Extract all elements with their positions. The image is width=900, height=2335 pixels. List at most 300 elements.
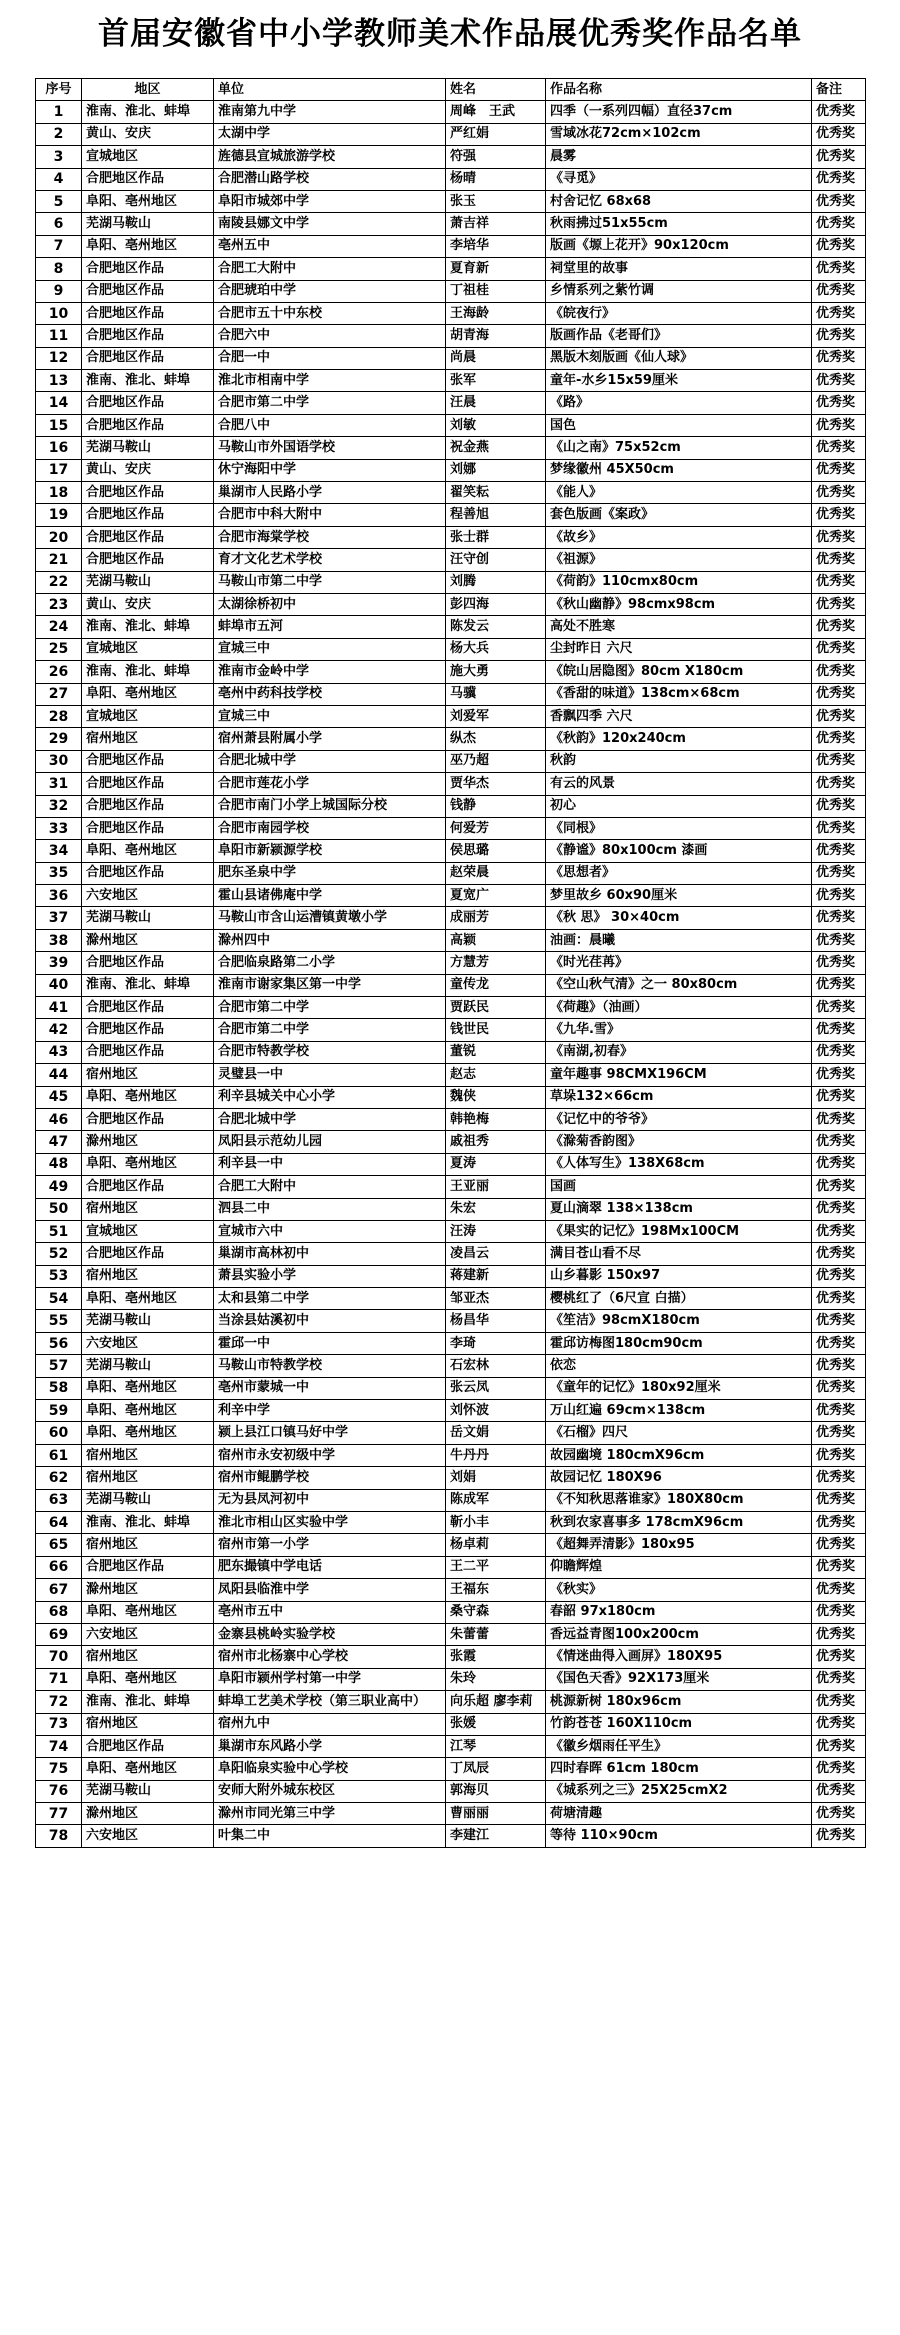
row-note: 优秀奖 (812, 929, 866, 951)
table-row (36, 1646, 866, 1668)
row-work: 《记忆中的爷爷》 (546, 1108, 812, 1130)
row-unit: 肥东圣泉中学 (214, 862, 446, 884)
row-name: 钱世民 (446, 1019, 546, 1041)
table-row (36, 1332, 866, 1354)
row-unit: 南陵县娜文中学 (214, 213, 446, 235)
row-index: 39 (36, 952, 82, 974)
row-index: 26 (36, 661, 82, 683)
row-work: 黑版木刻版画《仙人球》 (546, 347, 812, 369)
row-unit: 当涂县姑溪初中 (214, 1310, 446, 1332)
row-index: 69 (36, 1623, 82, 1645)
row-note: 优秀奖 (812, 1803, 866, 1825)
row-unit: 宿州市北杨寨中心学校 (214, 1646, 446, 1668)
row-unit: 叶集二中 (214, 1825, 446, 1847)
table-row (36, 302, 866, 324)
row-index: 41 (36, 997, 82, 1019)
table-row (36, 123, 866, 145)
row-name: 胡青海 (446, 325, 546, 347)
row-index: 45 (36, 1086, 82, 1108)
row-work: 《路》 (546, 392, 812, 414)
row-work: 《果实的记忆》198Mx100CM (546, 1220, 812, 1242)
row-name: 赵志 (446, 1064, 546, 1086)
row-unit: 宣城三中 (214, 638, 446, 660)
row-name: 凌昌云 (446, 1243, 546, 1265)
row-index: 2 (36, 123, 82, 145)
row-unit: 利辛县一中 (214, 1153, 446, 1175)
row-note: 优秀奖 (812, 235, 866, 257)
row-note: 优秀奖 (812, 213, 866, 235)
row-region: 滁州地区 (82, 1803, 214, 1825)
row-region: 合肥地区作品 (82, 414, 214, 436)
row-note: 优秀奖 (812, 1601, 866, 1623)
row-region: 阜阳、亳州地区 (82, 1153, 214, 1175)
row-unit: 宿州市永安初级中学 (214, 1444, 446, 1466)
row-region: 宣城地区 (82, 705, 214, 727)
row-work: 满目苍山看不尽 (546, 1243, 812, 1265)
table-row (36, 168, 866, 190)
row-note: 优秀奖 (812, 1579, 866, 1601)
row-unit: 育才文化艺术学校 (214, 549, 446, 571)
row-name: 钱静 (446, 795, 546, 817)
row-work: 万山红遍 69cm×138cm (546, 1400, 812, 1422)
table-row (36, 235, 866, 257)
row-note: 优秀奖 (812, 1288, 866, 1310)
row-index: 20 (36, 526, 82, 548)
row-work: 晨雾 (546, 146, 812, 168)
row-name: 曹丽丽 (446, 1803, 546, 1825)
row-name: 杨卓莉 (446, 1534, 546, 1556)
row-index: 4 (36, 168, 82, 190)
row-region: 淮南、淮北、蚌埠 (82, 616, 214, 638)
row-note: 优秀奖 (812, 1825, 866, 1847)
row-unit: 阜阳市颍州学村第一中学 (214, 1668, 446, 1690)
row-index: 12 (36, 347, 82, 369)
row-unit: 萧县实验小学 (214, 1265, 446, 1287)
row-name: 向乐超 廖李莉 (446, 1691, 546, 1713)
row-unit: 合肥六中 (214, 325, 446, 347)
row-index: 72 (36, 1691, 82, 1713)
row-work: 《徽乡烟雨任平生》 (546, 1735, 812, 1757)
row-index: 53 (36, 1265, 82, 1287)
row-unit: 合肥市莲花小学 (214, 773, 446, 795)
row-index: 7 (36, 235, 82, 257)
table-row (36, 862, 866, 884)
row-note: 优秀奖 (812, 728, 866, 750)
row-name: 纵杰 (446, 728, 546, 750)
row-name: 童传龙 (446, 974, 546, 996)
row-unit: 马鞍山市特教学校 (214, 1355, 446, 1377)
row-note: 优秀奖 (812, 638, 866, 660)
row-name: 刘爱军 (446, 705, 546, 727)
row-unit: 宣城市六中 (214, 1220, 446, 1242)
table-header-row (36, 79, 866, 101)
row-work: 《故乡》 (546, 526, 812, 548)
row-index: 33 (36, 817, 82, 839)
table-row (36, 997, 866, 1019)
table-row (36, 1691, 866, 1713)
row-note: 优秀奖 (812, 1400, 866, 1422)
row-region: 合肥地区作品 (82, 168, 214, 190)
row-region: 黄山、安庆 (82, 459, 214, 481)
row-unit: 宿州萧县附属小学 (214, 728, 446, 750)
row-index: 35 (36, 862, 82, 884)
row-index: 22 (36, 571, 82, 593)
row-region: 合肥地区作品 (82, 1735, 214, 1757)
row-unit: 宿州市鲲鹏学校 (214, 1467, 446, 1489)
row-name: 岳文娟 (446, 1422, 546, 1444)
row-note: 优秀奖 (812, 1556, 866, 1578)
row-index: 27 (36, 683, 82, 705)
row-name: 李培华 (446, 235, 546, 257)
row-index: 13 (36, 370, 82, 392)
row-region: 芜湖马鞍山 (82, 1780, 214, 1802)
table-row (36, 459, 866, 481)
row-region: 合肥地区作品 (82, 526, 214, 548)
row-name: 董锐 (446, 1041, 546, 1063)
row-unit: 滁州市同光第三中学 (214, 1803, 446, 1825)
row-index: 44 (36, 1064, 82, 1086)
table-row (36, 795, 866, 817)
row-note: 优秀奖 (812, 1265, 866, 1287)
row-note: 优秀奖 (812, 414, 866, 436)
row-note: 优秀奖 (812, 593, 866, 615)
row-index: 75 (36, 1758, 82, 1780)
row-work: 《思想者》 (546, 862, 812, 884)
row-region: 宿州地区 (82, 1534, 214, 1556)
table-row (36, 817, 866, 839)
row-note: 优秀奖 (812, 1377, 866, 1399)
row-region: 宿州地区 (82, 1265, 214, 1287)
table-row (36, 929, 866, 951)
row-index: 68 (36, 1601, 82, 1623)
table-row (36, 1310, 866, 1332)
row-index: 6 (36, 213, 82, 235)
row-note: 优秀奖 (812, 683, 866, 705)
row-work: 祠堂里的故事 (546, 258, 812, 280)
row-region: 芜湖马鞍山 (82, 907, 214, 929)
row-region: 阜阳、亳州地区 (82, 1377, 214, 1399)
row-note: 优秀奖 (812, 840, 866, 862)
row-region: 阜阳、亳州地区 (82, 190, 214, 212)
row-unit: 宿州九中 (214, 1713, 446, 1735)
row-region: 合肥地区作品 (82, 1019, 214, 1041)
row-note: 优秀奖 (812, 1086, 866, 1108)
row-index: 25 (36, 638, 82, 660)
row-name: 王海龄 (446, 302, 546, 324)
row-region: 芜湖马鞍山 (82, 213, 214, 235)
row-unit: 滁州四中 (214, 929, 446, 951)
row-unit: 肥东撮镇中学电话 (214, 1556, 446, 1578)
table-row (36, 370, 866, 392)
row-region: 六安地区 (82, 1623, 214, 1645)
table-row (36, 616, 866, 638)
row-work: 《秋山幽静》98cmx98cm (546, 593, 812, 615)
row-name: 彭四海 (446, 593, 546, 615)
row-unit: 合肥市南门小学上城国际分校 (214, 795, 446, 817)
row-unit: 利辛中学 (214, 1400, 446, 1422)
row-unit: 合肥市第二中学 (214, 392, 446, 414)
table-row (36, 1153, 866, 1175)
table-row (36, 146, 866, 168)
row-unit: 旌德县宣城旅游学校 (214, 146, 446, 168)
row-note: 优秀奖 (812, 1332, 866, 1354)
row-name: 翟笑耘 (446, 482, 546, 504)
row-work: 依恋 (546, 1355, 812, 1377)
row-index: 8 (36, 258, 82, 280)
row-name: 王二平 (446, 1556, 546, 1578)
row-region: 合肥地区作品 (82, 258, 214, 280)
row-region: 阜阳、亳州地区 (82, 1422, 214, 1444)
row-name: 施大勇 (446, 661, 546, 683)
table-row (36, 1556, 866, 1578)
table-row (36, 952, 866, 974)
row-region: 淮南、淮北、蚌埠 (82, 1512, 214, 1534)
row-work: 尘封昨日 六尺 (546, 638, 812, 660)
row-note: 优秀奖 (812, 750, 866, 772)
table-row (36, 593, 866, 615)
row-name: 贾华杰 (446, 773, 546, 795)
row-region: 宿州地区 (82, 728, 214, 750)
row-work: 《山之南》75x52cm (546, 437, 812, 459)
row-work: 《秋实》 (546, 1579, 812, 1601)
row-note: 优秀奖 (812, 146, 866, 168)
row-unit: 合肥市第二中学 (214, 1019, 446, 1041)
table-row (36, 1735, 866, 1757)
row-name: 尚晨 (446, 347, 546, 369)
row-unit: 合肥工大附中 (214, 1176, 446, 1198)
table-row (36, 1534, 866, 1556)
row-region: 阜阳、亳州地区 (82, 1288, 214, 1310)
row-region: 芜湖马鞍山 (82, 1310, 214, 1332)
row-work: 《童年的记忆》180x92厘米 (546, 1377, 812, 1399)
row-region: 合肥地区作品 (82, 1108, 214, 1130)
row-name: 夏涛 (446, 1153, 546, 1175)
table-row (36, 526, 866, 548)
row-note: 优秀奖 (812, 571, 866, 593)
row-work: 故园记忆 180X96 (546, 1467, 812, 1489)
row-work: 《能人》 (546, 482, 812, 504)
row-unit: 无为县凤河初中 (214, 1489, 446, 1511)
header-index: 序号 (36, 79, 82, 101)
table-row (36, 1041, 866, 1063)
header-unit: 单位 (214, 79, 446, 101)
row-note: 优秀奖 (812, 1176, 866, 1198)
table-row (36, 974, 866, 996)
row-name: 刘娟 (446, 1467, 546, 1489)
row-region: 合肥地区作品 (82, 795, 214, 817)
row-unit: 亳州中药科技学校 (214, 683, 446, 705)
row-name: 邹亚杰 (446, 1288, 546, 1310)
table-row (36, 437, 866, 459)
table-row (36, 1131, 866, 1153)
table-row (36, 1579, 866, 1601)
table-row (36, 750, 866, 772)
row-region: 阜阳、亳州地区 (82, 1086, 214, 1108)
table-row (36, 1512, 866, 1534)
row-index: 62 (36, 1467, 82, 1489)
row-unit: 亳州五中 (214, 235, 446, 257)
row-region: 合肥地区作品 (82, 504, 214, 526)
row-work: 《城系列之三》25X25cmX2 (546, 1780, 812, 1802)
row-unit: 亳州市五中 (214, 1601, 446, 1623)
row-note: 优秀奖 (812, 1444, 866, 1466)
table-row (36, 1780, 866, 1802)
row-index: 47 (36, 1131, 82, 1153)
row-index: 34 (36, 840, 82, 862)
row-work: 《滁菊香韵图》 (546, 1131, 812, 1153)
row-unit: 淮南市谢家集区第一中学 (214, 974, 446, 996)
row-unit: 霍山县诸佛庵中学 (214, 885, 446, 907)
table-row (36, 213, 866, 235)
row-region: 六安地区 (82, 885, 214, 907)
row-unit: 合肥市南园学校 (214, 817, 446, 839)
row-note: 优秀奖 (812, 1108, 866, 1130)
row-name: 方慧芳 (446, 952, 546, 974)
table-row (36, 773, 866, 795)
row-note: 优秀奖 (812, 437, 866, 459)
row-unit: 淮南市金岭中学 (214, 661, 446, 683)
row-unit: 淮北市相南中学 (214, 370, 446, 392)
row-work: 《国色天香》92X173厘米 (546, 1668, 812, 1690)
row-index: 61 (36, 1444, 82, 1466)
row-region: 淮南、淮北、蚌埠 (82, 101, 214, 123)
table-row (36, 190, 866, 212)
row-unit: 巢湖市东风路小学 (214, 1735, 446, 1757)
row-name: 何爱芳 (446, 817, 546, 839)
row-unit: 合肥市中科大附中 (214, 504, 446, 526)
row-note: 优秀奖 (812, 549, 866, 571)
row-note: 优秀奖 (812, 459, 866, 481)
row-note: 优秀奖 (812, 302, 866, 324)
row-index: 17 (36, 459, 82, 481)
row-note: 优秀奖 (812, 1512, 866, 1534)
row-work: 《秋 思》 30×40cm (546, 907, 812, 929)
row-work: 《时光荏苒》 (546, 952, 812, 974)
row-work: 梦里故乡 60x90厘米 (546, 885, 812, 907)
row-region: 合肥地区作品 (82, 482, 214, 504)
row-region: 合肥地区作品 (82, 1176, 214, 1198)
table-row (36, 549, 866, 571)
row-note: 优秀奖 (812, 526, 866, 548)
row-index: 52 (36, 1243, 82, 1265)
table-body (36, 101, 866, 1847)
row-index: 9 (36, 280, 82, 302)
row-region: 合肥地区作品 (82, 817, 214, 839)
table-row (36, 1400, 866, 1422)
row-note: 优秀奖 (812, 168, 866, 190)
row-work: 《寻觅》 (546, 168, 812, 190)
row-work: 国色 (546, 414, 812, 436)
row-name: 祝金燕 (446, 437, 546, 459)
row-work: 秋到农家喜事多 178cmX96cm (546, 1512, 812, 1534)
row-name: 杨大兵 (446, 638, 546, 660)
row-name: 戚祖秀 (446, 1131, 546, 1153)
row-index: 48 (36, 1153, 82, 1175)
row-note: 优秀奖 (812, 997, 866, 1019)
row-region: 宣城地区 (82, 146, 214, 168)
row-work: 乡情系列之紫竹调 (546, 280, 812, 302)
row-index: 77 (36, 1803, 82, 1825)
row-note: 优秀奖 (812, 1713, 866, 1735)
row-region: 合肥地区作品 (82, 280, 214, 302)
row-work: 桃源新树 180x96cm (546, 1691, 812, 1713)
row-name: 丁祖桂 (446, 280, 546, 302)
row-unit: 金寨县桃岭实验学校 (214, 1623, 446, 1645)
row-name: 马骥 (446, 683, 546, 705)
row-index: 36 (36, 885, 82, 907)
table-row (36, 728, 866, 750)
row-unit: 太湖徐桥初中 (214, 593, 446, 615)
row-unit: 泗县二中 (214, 1198, 446, 1220)
row-unit: 亳州市蒙城一中 (214, 1377, 446, 1399)
row-region: 合肥地区作品 (82, 1041, 214, 1063)
row-index: 5 (36, 190, 82, 212)
row-work: 香飘四季 六尺 (546, 705, 812, 727)
table-row (36, 638, 866, 660)
row-work: 故园幽境 180cmX96cm (546, 1444, 812, 1466)
row-work: 童年-水乡15x59厘米 (546, 370, 812, 392)
row-index: 32 (36, 795, 82, 817)
row-note: 优秀奖 (812, 1422, 866, 1444)
row-unit: 太和县第二中学 (214, 1288, 446, 1310)
row-index: 64 (36, 1512, 82, 1534)
row-work: 村舍记忆 68x68 (546, 190, 812, 212)
row-note: 优秀奖 (812, 190, 866, 212)
row-work: 《荷趣》（油画） (546, 997, 812, 1019)
row-unit: 合肥市特教学校 (214, 1041, 446, 1063)
row-region: 宿州地区 (82, 1646, 214, 1668)
row-unit: 合肥八中 (214, 414, 446, 436)
row-note: 优秀奖 (812, 1019, 866, 1041)
row-work: 《不知秋思落谁家》180X80cm (546, 1489, 812, 1511)
row-note: 优秀奖 (812, 1310, 866, 1332)
row-note: 优秀奖 (812, 1198, 866, 1220)
row-region: 合肥地区作品 (82, 392, 214, 414)
row-note: 优秀奖 (812, 123, 866, 145)
table-row (36, 101, 866, 123)
row-note: 优秀奖 (812, 661, 866, 683)
header-name: 姓名 (446, 79, 546, 101)
row-region: 阜阳、亳州地区 (82, 683, 214, 705)
table-row (36, 1422, 866, 1444)
row-note: 优秀奖 (812, 907, 866, 929)
row-name: 朱蕾蕾 (446, 1623, 546, 1645)
row-region: 淮南、淮北、蚌埠 (82, 974, 214, 996)
row-index: 78 (36, 1825, 82, 1847)
row-index: 19 (36, 504, 82, 526)
row-region: 阜阳、亳州地区 (82, 1400, 214, 1422)
row-work: 荷塘清趣 (546, 1803, 812, 1825)
row-name: 巫乃超 (446, 750, 546, 772)
row-region: 阜阳、亳州地区 (82, 1601, 214, 1623)
table-row (36, 1086, 866, 1108)
row-name: 夏宽广 (446, 885, 546, 907)
table-row (36, 1601, 866, 1623)
row-name: 牛丹丹 (446, 1444, 546, 1466)
row-region: 合肥地区作品 (82, 862, 214, 884)
row-index: 3 (36, 146, 82, 168)
row-region: 阜阳、亳州地区 (82, 1668, 214, 1690)
row-index: 70 (36, 1646, 82, 1668)
row-unit: 凤阳县临淮中学 (214, 1579, 446, 1601)
row-note: 优秀奖 (812, 885, 866, 907)
table-row (36, 1668, 866, 1690)
row-unit: 合肥北城中学 (214, 1108, 446, 1130)
row-region: 阜阳、亳州地区 (82, 1758, 214, 1780)
row-note: 优秀奖 (812, 325, 866, 347)
row-name: 汪守创 (446, 549, 546, 571)
row-unit: 合肥北城中学 (214, 750, 446, 772)
